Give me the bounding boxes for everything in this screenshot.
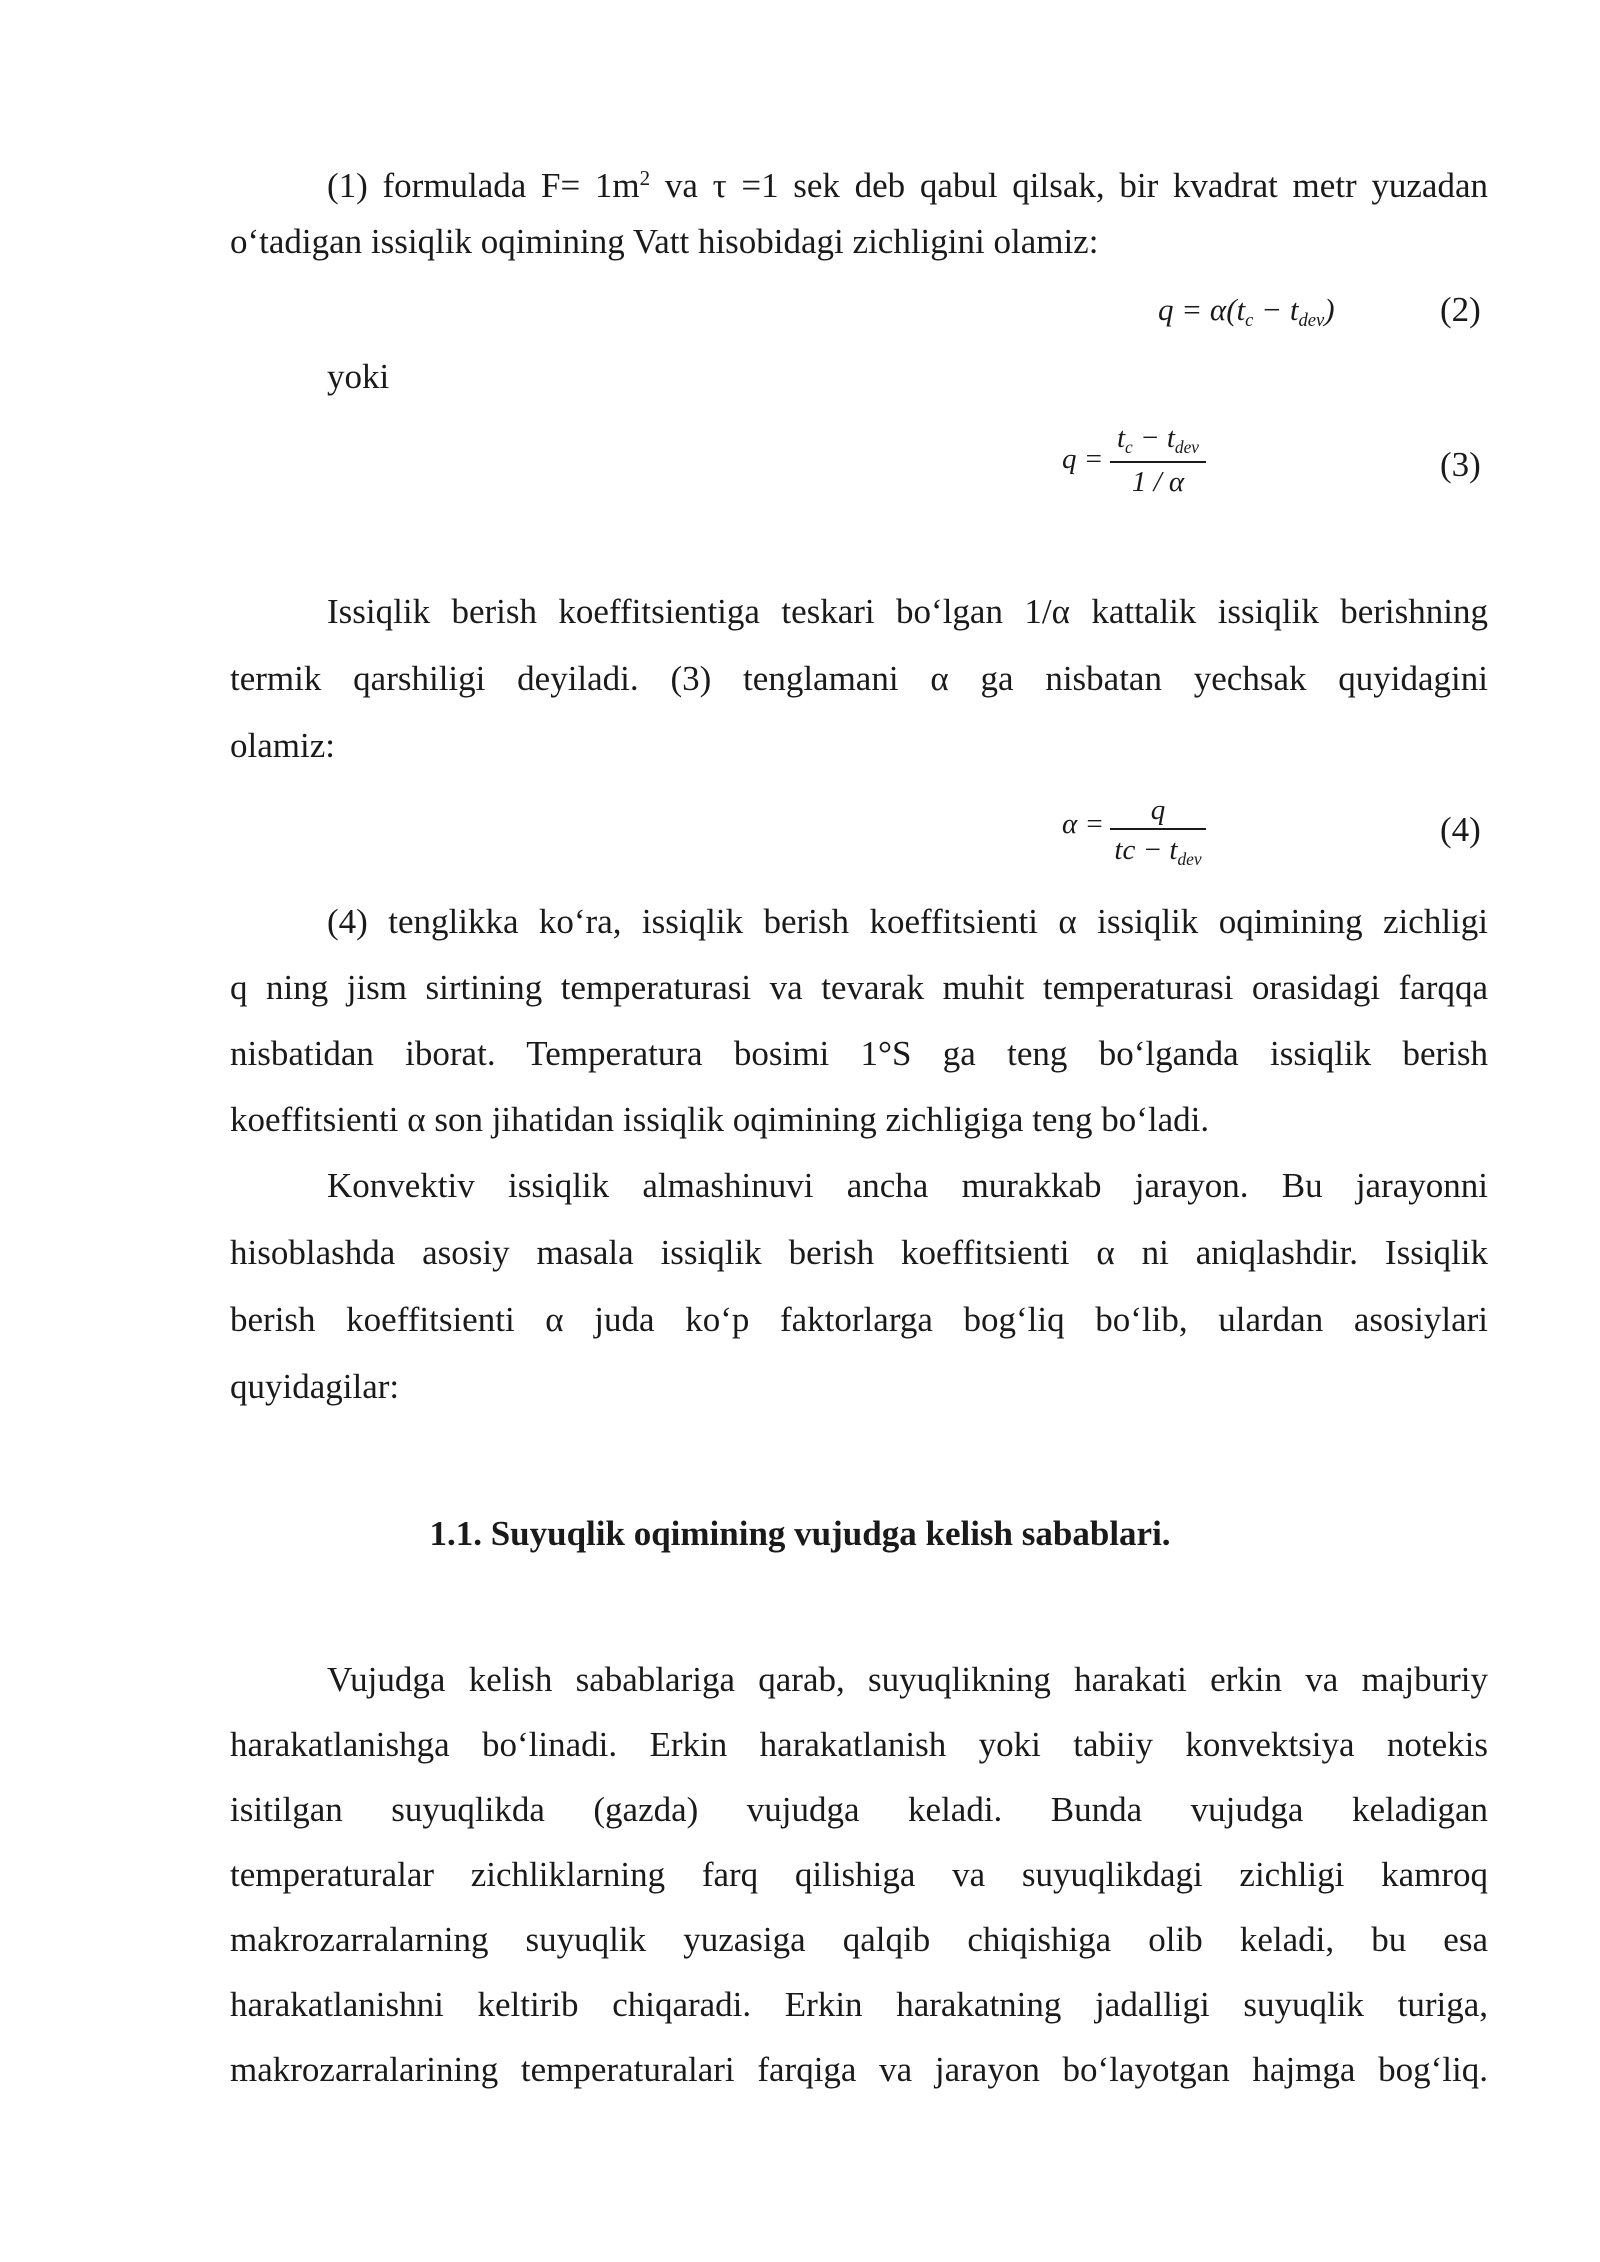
para4-line4: quyidagilar: bbox=[230, 1367, 400, 1406]
equation-4-numerator: q bbox=[1150, 794, 1166, 826]
section-heading: 1.1. Suyuqlik oqimining vujudga kelish sabablari. bbox=[429, 1514, 1171, 1553]
para4-line3: berish koeffitsienti α juda ko‘p faktorlarga bog‘liq bo‘lib, ulardan asosiylari bbox=[230, 1300, 1488, 1339]
para2-line2: termik qarshiligi deyiladi. (3) tenglamani α ga nisbatan yechsak quyidagini bbox=[230, 659, 1488, 698]
equation-4-denominator: tc − $t_{dev}$ bbox=[1114, 834, 1202, 869]
para5-line5: makrozarralarning suyuqlik yuzasiga qalqib chiqishiga olib keladi, bu esa bbox=[230, 1920, 1488, 1959]
equation-3-lhs: q = bbox=[1062, 443, 1104, 475]
para5-line6: harakatlanishni keltirib chiqaradi. Erkin harakatning jadalligi suyuqlik turiga, bbox=[230, 1985, 1488, 2024]
para3-line3: nisbatidan iborat. Temperatura bosimi 1°S ga teng bo‘lganda issiqlik berish bbox=[230, 1034, 1488, 1073]
para5-line7: makrozarralarining temperaturalari farqiga va jarayon bo‘layotgan hajmga bog‘liq. bbox=[230, 2050, 1488, 2089]
para3-line1: (4) tenglikka ko‘ra, issiqlik berish koeffitsienti α issiqlik oqimining zichligi bbox=[327, 902, 1488, 941]
equation-3-denominator: 1 / α bbox=[1131, 466, 1185, 498]
equation-4-lhs: α = bbox=[1062, 808, 1105, 840]
para5-line3: isitilgan suyuqlikda (gazda) vujudga keladi. Bunda vujudga keladigan bbox=[230, 1790, 1488, 1829]
para4-line1: Konvektiv issiqlik almashinuvi ancha murakkab jarayon. Bu jarayonni bbox=[327, 1166, 1488, 1205]
equation-3-number: (3) bbox=[1440, 445, 1481, 484]
para5-line2: harakatlanishga bo‘linadi. Erkin harakatlanish yoki tabiiy konvektsiya notekis bbox=[230, 1725, 1488, 1764]
para5-line1: Vujudga kelish sabablariga qarab, suyuqlikning harakati erkin va majburiy bbox=[327, 1660, 1488, 1699]
equation-3-numerator: $t_c - t_{dev}$ bbox=[1116, 422, 1200, 457]
para3-line4: koeffitsienti α son jihatidan issiqlik oqimining zichligiga teng bo‘ladi. bbox=[230, 1100, 1210, 1139]
equation-3-fraction-bar bbox=[1110, 461, 1206, 463]
para4-line2: hisoblashda asosiy masala issiqlik berish koeffitsienti α ni aniqlashdir. Issiqlik bbox=[230, 1233, 1488, 1272]
para1-line1: (1) formulada $F= 1m^2$ va τ =1 sek deb qabul qilsak, bir kvadrat metr yuzadan bbox=[327, 166, 1488, 205]
para2-line3: olamiz: bbox=[230, 726, 335, 765]
para3-line2: q ning jism sirtining temperaturasi va tevarak muhit temperaturasi orasidagi farqqa bbox=[230, 968, 1488, 1007]
equation-2: $q = \alpha(t_c - t_{dev})$ bbox=[1158, 292, 1335, 331]
equation-4-fraction-bar bbox=[1110, 828, 1206, 830]
para5-line4: temperaturalar zichliklarning farq qilishiga va suyuqlikdagi zichligi kamroq bbox=[230, 1855, 1488, 1894]
equation-2-number: (2) bbox=[1440, 290, 1481, 329]
para1-line2: o‘tadigan issiqlik oqimining Vatt hisobidagi zichligini olamiz: bbox=[230, 222, 1099, 261]
yoki-text: yoki bbox=[327, 357, 390, 396]
para2-line1: Issiqlik berish koeffitsientiga teskari bo‘lgan 1/α kattalik issiqlik berishning bbox=[327, 592, 1488, 631]
equation-4-number: (4) bbox=[1440, 810, 1481, 849]
